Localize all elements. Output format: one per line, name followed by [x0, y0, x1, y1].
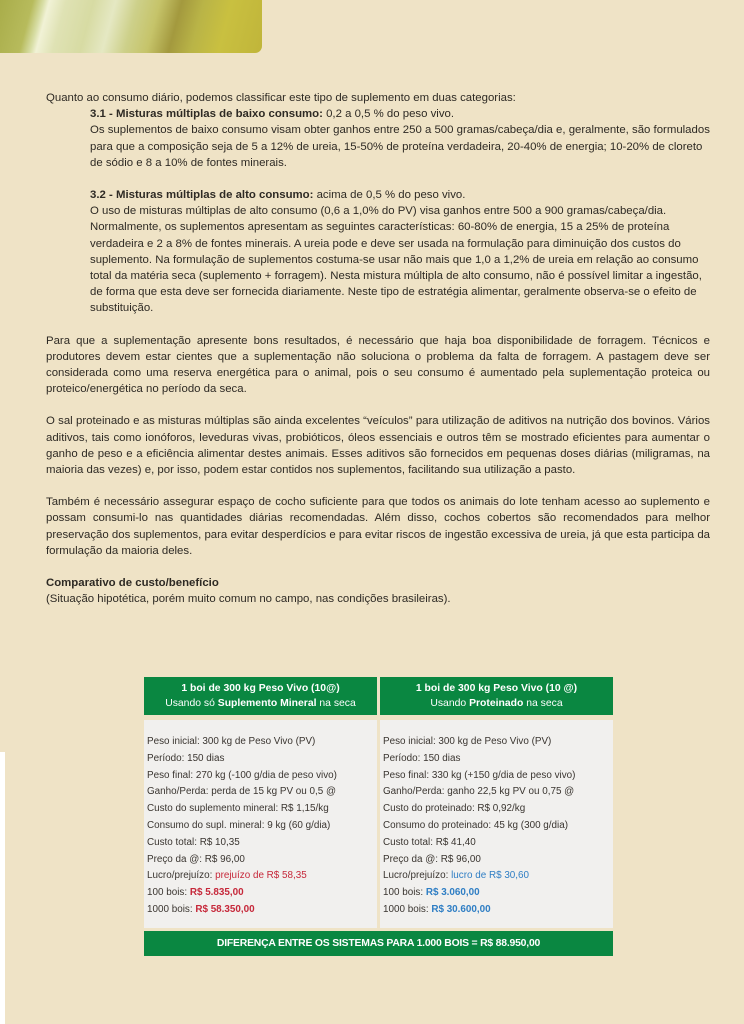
- row: Consumo do supl. mineral: 9 kg (60 g/dia): [147, 819, 331, 831]
- comparison-subtitle: (Situação hipotética, porém muito comum no campo, nas condições brasileiras).: [46, 593, 451, 606]
- row: Preço da @: R$ 96,00: [147, 853, 245, 865]
- cost-benefit-table: [144, 677, 613, 956]
- row: Peso final: 270 kg (-100 g/dia de peso vivo): [147, 769, 337, 781]
- row-1000-bois: 1000 bois: R$ 30.600,00: [383, 903, 491, 915]
- row-100-bois: 100 bois: R$ 5.835,00: [147, 887, 244, 899]
- comparison-title: Comparativo de custo/benefício: [46, 577, 219, 590]
- row: Período: 150 dias: [147, 752, 225, 764]
- column-body-proteinado: [380, 720, 613, 928]
- row: Consumo do proteinado: 45 kg (300 g/dia): [383, 819, 569, 831]
- column-mineral: [144, 677, 377, 928]
- difference-footer: DIFERENÇA ENTRE OS SISTEMAS PARA 1.000 BOIS = R$ 88.950,00: [144, 931, 613, 956]
- section-3-2-subtitle: acima de 0,5 % do peso vivo.: [313, 189, 466, 202]
- section-3-1-subtitle: 0,2 a 0,5 % do peso vivo.: [322, 108, 455, 121]
- row: Ganho/Perda: perda de 15 kg PV ou 0,5 @: [147, 786, 336, 798]
- section-3-2: [46, 187, 710, 317]
- row: Custo total: R$ 41,40: [383, 836, 476, 848]
- column-header-mineral: 1 boi de 300 kg Peso Vivo (10@) Usando só Suplemento Mineral na seca: [144, 677, 377, 715]
- row: Preço da @: R$ 96,00: [383, 853, 481, 865]
- row: Custo total: R$ 10,35: [147, 836, 240, 848]
- row: Peso final: 330 kg (+150 g/dia de peso vivo): [383, 769, 576, 781]
- row: Peso inicial: 300 kg de Peso Vivo (PV): [383, 736, 552, 747]
- section-3-2-body: O uso de misturas múltiplas de alto consumo (0,6 a 1,0% do PV) visa ganhos entre 500 a 900 gramas/cabeça/dia. Normalmente, os suplementos apresentam as seguintes características: 60-80% de energia, 15 a 25% de proteína verdadeira e 2 a 8% de fontes minerais. A ureia pode e deve ser usada na formulação para diminuição dos custos do suplemento. Na formulação de suplementos costuma-se usar não mais que 1,0 a 1,2% de ureia em relação ao consumo total da matéria seca (suplemento + forragem). Nesta mistura múltipla de alto consumo, não é possível limitar a ingestão, de forma que esta deve ser fornecida diariamente. Neste tipo de estratégia alimentar, geralmente observa-se o efeito de substituição.: [90, 205, 702, 315]
- intro-text: Quanto ao consumo diário, podemos classificar este tipo de suplemento em duas categorias:: [46, 92, 516, 104]
- column-header-proteinado: 1 boi de 300 kg Peso Vivo (10 @) Usando Proteinado na seca: [380, 677, 613, 715]
- paragraph-forragem: Para que a suplementação apresente bons resultados, é necessário que haja boa disponibilidade de forragem. Técnicos e produtores devem estar cientes que a suplementação não soluciona o problema da falta de forragem. A pastagem deve ser considerada como uma reserva energética para o animal, pois o seu consumo é aumentado pela suplementação proteica ou proteico/energética no período da seca.: [46, 334, 710, 396]
- section-3-1: [46, 106, 710, 171]
- row-100-bois: 100 bois: R$ 3.060,00: [383, 887, 480, 899]
- row-1000-bois: 1000 bois: R$ 58.350,00: [147, 903, 255, 915]
- row: Custo do proteinado: R$ 0,92/kg: [383, 803, 526, 815]
- row: Peso inicial: 300 kg de Peso Vivo (PV): [147, 736, 316, 747]
- article-body: [46, 90, 710, 607]
- row: Período: 150 dias: [383, 752, 461, 764]
- result-row: Lucro/prejuízo: prejuízo de R$ 58,35: [147, 870, 307, 882]
- page-edge: [0, 752, 5, 1024]
- column-proteinado: [380, 677, 613, 928]
- profit-value: lucro de R$ 30,60: [451, 870, 530, 882]
- paragraph-aditivos: O sal proteinado e as misturas múltiplas são ainda excelentes “veículos” para utilização de aditivos na nutrição dos bovinos. Vários aditivos, tais como ionóforos, leveduras vivas, probióticos, óleos essenciais e outros têm se mostrado eficientes para aumentar o ganho de peso e a eficiência alimentar destes animais. Esses aditivos são fornecidos em pequenas doses diárias (miligramas, na maioria das vezes) e, por isso, podem estar contidos nos suplementos, facilitando sua utilização a pasto.: [46, 415, 710, 477]
- row: Custo do suplemento mineral: R$ 1,15/kg: [147, 803, 329, 815]
- section-3-1-body: Os suplementos de baixo consumo visam obter ganhos entre 250 a 500 gramas/cabeça/dia e, geralmente, são formulados para que a composição seja de 5 a 12% de ureia, 15-50% de proteína verdadeira, 20-40% de energia; 10-20% de cloreto de sódio e 8 a 10% de fontes minerais.: [90, 124, 710, 169]
- paragraph-cocho: Também é necessário assegurar espaço de cocho suficiente para que todos os animais do lote tenham acesso ao suplemento e possam consumi-lo nas quantidades diárias recomendadas. Além disso, cochos cobertos são recomendados para melhor preservação dos suplementos, para evitar desperdícios e para evitar riscos de ingestão excessiva de ureia, já que esta participa da formulação da maioria deles.: [46, 496, 710, 557]
- section-3-2-title: 3.2 - Misturas múltiplas de alto consumo:: [90, 189, 314, 202]
- row: Ganho/Perda: ganho 22,5 kg PV ou 0,75 @: [383, 786, 575, 798]
- decorative-header-image: [0, 0, 262, 53]
- loss-value: prejuízo de R$ 58,35: [215, 870, 307, 882]
- section-3-1-title: 3.1 - Misturas múltiplas de baixo consumo:: [90, 108, 323, 121]
- column-body-mineral: [144, 720, 377, 928]
- result-row: Lucro/prejuízo: lucro de R$ 30,60: [383, 870, 530, 882]
